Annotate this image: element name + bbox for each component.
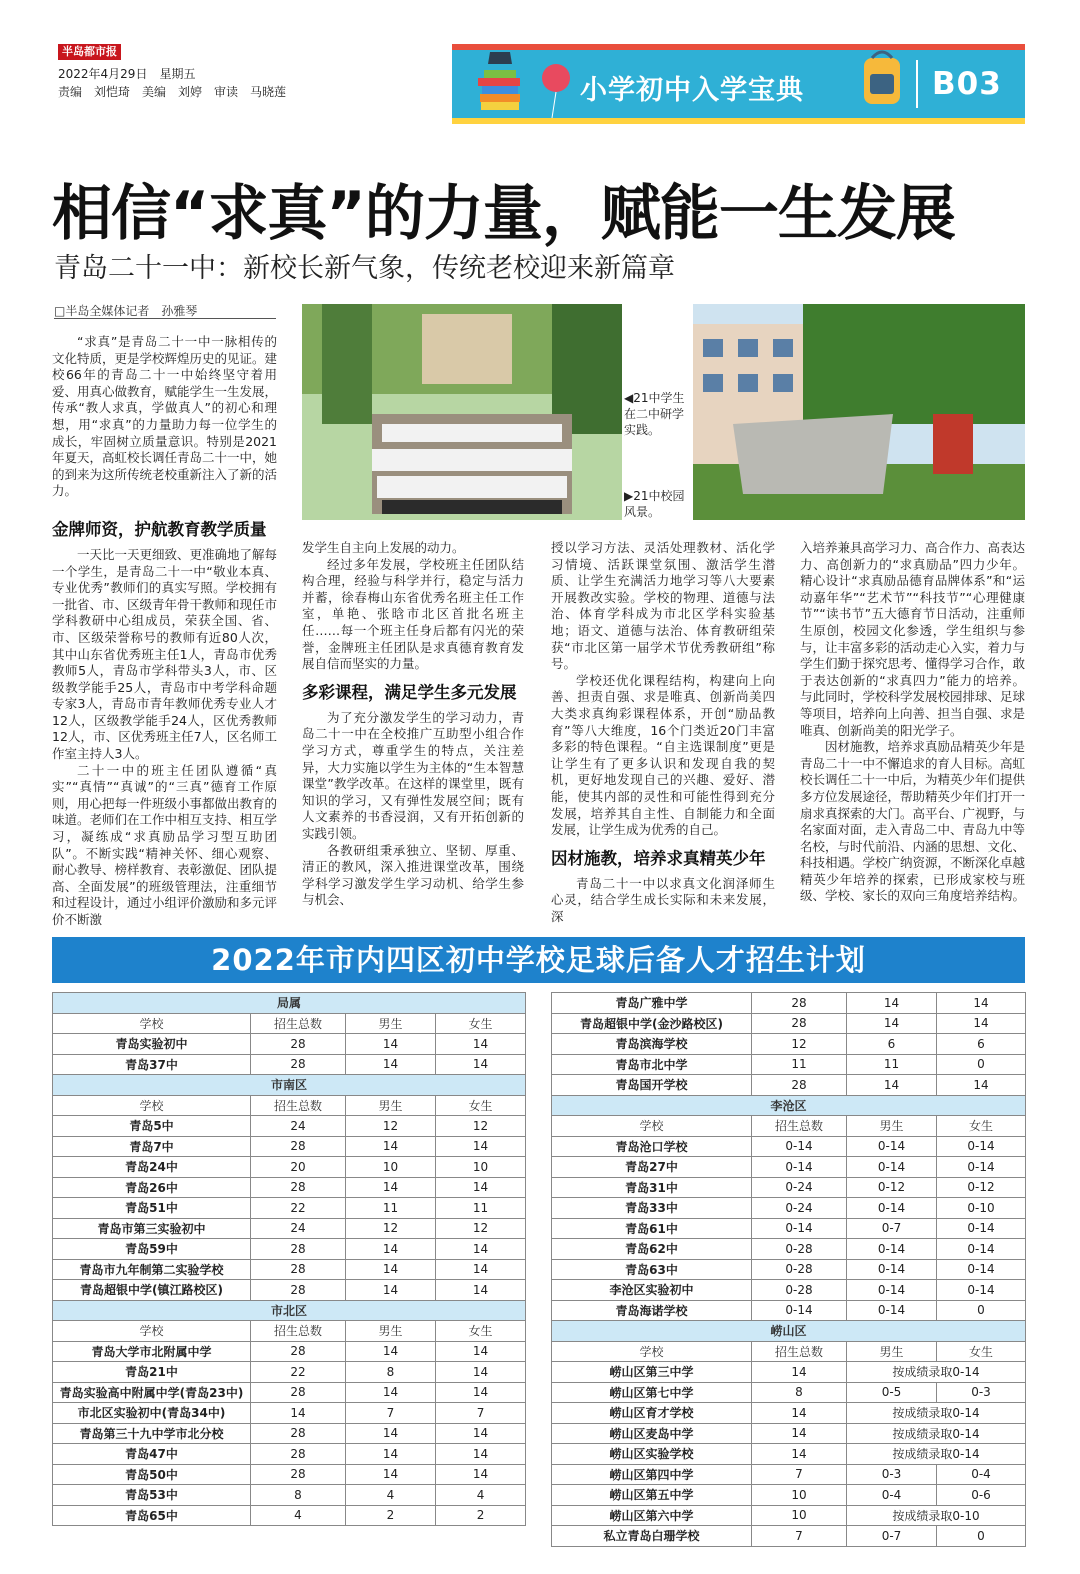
table-cell: 20 <box>251 1157 346 1178</box>
table-row <box>552 1013 1026 1034</box>
table-cell: 按成绩录取0-10 <box>847 1505 1026 1526</box>
table-row <box>552 1259 1026 1280</box>
table-cell: 按成绩录取0-14 <box>847 1444 1026 1465</box>
table-cell: 崂山区第六中学 <box>552 1505 752 1526</box>
table-cell: 4 <box>436 1485 526 1506</box>
table-cell: 青岛5中 <box>53 1116 251 1137</box>
paragraph: 学校还优化课程结构，构建向上向善、担责自强、求是唯真、创新尚美四大类求真绚彩课程体系，开创“励品教育”等八大维度，16个门类近20门丰富多彩的特色课程。“自主选课制度”更是让学生有了更多认识和发现自我的契机，更好地发现自己的兴趣、爱好、潜能，使其内部的灵性和可能性得到充分发展，培养其自主性、自制能力和全面发展，让学生成为优秀的自己。 <box>551 672 775 838</box>
paragraph: 授以学习方法、灵活处理教材、活化学习情境、活跃课堂氛围、激活学生潜质、让学生充满活力地学习等八大要素开展教改实验。学校的物理、道德与法治、体育学科成为市北区学科实验基地；语文、道德与法治、体育教研组荣获“市北区第一届学术节优秀教研组”称号。 <box>551 540 775 672</box>
table-cell: 14 <box>436 1280 526 1301</box>
district-header-row <box>53 993 526 1014</box>
table-cell: 0-14 <box>937 1259 1026 1280</box>
table-cell: 崂山区第三中学 <box>552 1362 752 1383</box>
paragraph: 为了充分激发学生的学习动力，青岛二十一中在全校推广互助型小组合作学习方式，尊重学生的特点，关注差异，大力实施以学生为主体的“生本智慧课堂”教学改革。在这样的课堂里，既有知识的学习，又有弹性发展空间；既有人文素养的书香浸润，又有开拓创新的实践引领。 <box>302 709 524 841</box>
table-row <box>552 1075 1026 1096</box>
table-row <box>53 1054 526 1075</box>
table-cell: 青岛24中 <box>53 1157 251 1178</box>
table-cell: 14 <box>937 1075 1026 1096</box>
table-cell: 0-14 <box>752 1300 847 1321</box>
table-row <box>53 1198 526 1219</box>
table-cell: 14 <box>847 1075 937 1096</box>
article-column-1 <box>52 334 277 929</box>
table-cell: 崂山区第七中学 <box>552 1382 752 1403</box>
table-cell: 24 <box>251 1218 346 1239</box>
table-cell: 0-14 <box>847 1259 937 1280</box>
table-cell: 14 <box>346 1341 436 1362</box>
table-cell: 2 <box>346 1505 436 1526</box>
table-cell: 10 <box>752 1505 847 1526</box>
table-cell: 0-12 <box>937 1177 1026 1198</box>
table-row <box>552 1526 1026 1547</box>
paragraph: 各教研组秉承独立、坚韧、厚重、清正的教风，深入推进课堂改革，围绕学科学习激发学生学习动机、给学生参与机会、 <box>302 842 524 908</box>
table-row <box>552 1218 1026 1239</box>
table-row <box>53 1464 526 1485</box>
table-cell: 28 <box>251 1423 346 1444</box>
column-header: 学校 <box>53 1321 251 1342</box>
table-cell: 14 <box>847 1013 937 1034</box>
table-cell: 青岛33中 <box>552 1198 752 1219</box>
table-cell: 22 <box>251 1362 346 1383</box>
table-row <box>552 1362 1026 1383</box>
table-cell: 青岛实验初中 <box>53 1034 251 1055</box>
table-cell: 14 <box>346 1423 436 1444</box>
table-cell: 0-12 <box>847 1177 937 1198</box>
table-cell: 0-4 <box>937 1464 1026 1485</box>
table-row <box>552 1444 1026 1465</box>
paragraph: 一天比一天更细致、更准确地了解每一个学生，是青岛二十一中“敬业本真、专业优秀”教师们的真实写照。学校拥有一批省、市、区级青年骨干教师和现任市学科教研中心组成员，荣获全国、省、市、区级荣誉称号的教师有近80人次，其中山东省优秀班主任1人，青岛市优秀教师5人，青岛市学科带头3人，市、区级教学能手25人，青岛市中考学科命题专家3人，青岛市青年教师优秀专业人才12人，区级教学能手24人，区优秀教师12人，市、区优秀班主任7人，区名师工作室主持人3人。 <box>52 546 278 762</box>
table-cell: 28 <box>251 1341 346 1362</box>
table-cell: 青岛53中 <box>53 1485 251 1506</box>
paragraph: 发学生自主向上发展的动力。 <box>302 540 465 555</box>
table-cell: 11 <box>346 1198 436 1219</box>
paragraph: 经过多年发展，学校班主任团队结构合理，经验与科学并行，稳定与活力并蓄，徐春梅山东省优秀名班主任工作室，单艳、张晗市北区首批名班主任……每一个班主任身后都有闪光的荣誉，金牌班主任团队是求真德育教育发展自信而坚实的力量。 <box>302 556 524 672</box>
table-row <box>53 1259 526 1280</box>
district-name: 崂山区 <box>552 1321 1026 1342</box>
column-header-row <box>53 1013 526 1034</box>
table-cell: 14 <box>346 1464 436 1485</box>
table-row <box>53 1136 526 1157</box>
table-row <box>53 1177 526 1198</box>
table-cell: 崂山区第五中学 <box>552 1485 752 1506</box>
table-row <box>53 1382 526 1403</box>
byline-rule <box>54 318 276 319</box>
table-cell: 6 <box>847 1034 937 1055</box>
table-row <box>53 1403 526 1424</box>
table-row <box>552 1239 1026 1260</box>
table-cell: 22 <box>251 1198 346 1219</box>
table-cell: 4 <box>251 1505 346 1526</box>
table-cell: 青岛超银中学(镇江路校区) <box>53 1280 251 1301</box>
table-cell: 青岛沧口学校 <box>552 1136 752 1157</box>
table-cell: 崂山区育才学校 <box>552 1403 752 1424</box>
campus-photo-image <box>693 304 1025 520</box>
table-cell: 28 <box>251 1382 346 1403</box>
table-cell: 0-14 <box>847 1280 937 1301</box>
enrollment-table-left <box>52 992 526 1526</box>
table-cell: 0-14 <box>752 1136 847 1157</box>
table-cell: 12 <box>436 1218 526 1239</box>
table-cell: 28 <box>752 993 847 1014</box>
table-cell: 10 <box>436 1157 526 1178</box>
table-cell: 青岛第三十九中学市北分校 <box>53 1423 251 1444</box>
table-cell: 12 <box>752 1034 847 1055</box>
table-row <box>552 1423 1026 1444</box>
byline: □半岛全媒体记者 孙雅琴 <box>54 304 198 318</box>
table-cell: 14 <box>937 1013 1026 1034</box>
column-header-row <box>552 1116 1026 1137</box>
headline: 相信“求真”的力量，赋能一生发展 <box>52 179 955 249</box>
table-cell: 0-3 <box>847 1464 937 1485</box>
column-header: 女生 <box>436 1013 526 1034</box>
table-cell: 0-14 <box>937 1239 1026 1260</box>
table-cell: 4 <box>346 1485 436 1506</box>
district-name: 市南区 <box>53 1075 526 1096</box>
district-name: 市北区 <box>53 1300 526 1321</box>
table-row <box>552 1136 1026 1157</box>
newspaper-logo: 半岛都市报 <box>58 44 121 60</box>
table-cell: 按成绩录取0-14 <box>847 1423 1026 1444</box>
table-cell: 青岛65中 <box>53 1505 251 1526</box>
table-cell: 青岛市九年制第二实验学校 <box>53 1259 251 1280</box>
table-cell: 0-7 <box>847 1526 937 1547</box>
table-cell: 10 <box>752 1485 847 1506</box>
table-cell: 0 <box>937 1526 1026 1547</box>
table-cell: 14 <box>346 1034 436 1055</box>
district-header-row <box>552 1321 1026 1342</box>
paragraph: 入培养兼具高学习力、高合作力、高表达力、高创新力的“求真励品”四力少年。精心设计“求真励品德育品牌体系”和“运动嘉年华”“艺术节”“科技节”“心理健康节”“读书节”五大德育节日活动，注重师生原创，校园文化参透，学生组织与参与，让丰富多彩的活动走心入实，着力与学生们勤于探究思考、懂得学习合作，敢于表达创新的“求真四力”能力的培养。与此同时，学校科学发展校园排球、足球等项目，培养向上向善、担当自强、求是唯真、创新尚美的阳光学子。 <box>800 540 1026 738</box>
table-cell: 14 <box>436 1259 526 1280</box>
table-cell: 28 <box>251 1054 346 1075</box>
column-header: 男生 <box>346 1095 436 1116</box>
article-column-2 <box>302 540 524 909</box>
table-cell: 14 <box>752 1403 847 1424</box>
table-row <box>53 1280 526 1301</box>
table-cell: 0-14 <box>847 1239 937 1260</box>
table-row <box>552 1198 1026 1219</box>
column-header-row <box>552 1341 1026 1362</box>
table-cell: 28 <box>251 1464 346 1485</box>
table-cell: 青岛海诺学校 <box>552 1300 752 1321</box>
table-cell: 14 <box>436 1136 526 1157</box>
table-cell: 14 <box>436 1444 526 1465</box>
table-cell: 14 <box>251 1403 346 1424</box>
table-cell: 0-4 <box>847 1485 937 1506</box>
article-column-3 <box>551 540 775 925</box>
paragraph: 因材施教，培养求真励品精英少年是青岛二十一中不懈追求的育人目标。高虹校长调任二十一中后，为精英少年们提供多方位发展途径，帮助精英少年们打开一扇求真探索的大门。高平台、广视野，与名家面对面，走入青岛二中、青岛九中等名校，与时代前沿、内涵的思想、文化、科技相遇。学校广纳资源，不断深化卓越精英少年培养的探索，已形成家校与班级、学校、家长的双向三角度培养结构。 <box>800 739 1026 904</box>
table-row <box>53 1485 526 1506</box>
table-cell: 10 <box>346 1157 436 1178</box>
table-cell: 青岛59中 <box>53 1239 251 1260</box>
table-row <box>53 1444 526 1465</box>
table-cell: 0-14 <box>937 1136 1026 1157</box>
enrollment-table-right <box>551 992 1026 1547</box>
table-cell: 11 <box>752 1054 847 1075</box>
intro-paragraph: “求真”是青岛二十一中一脉相传的文化特质，更是学校辉煌历史的见证。建校66年的青岛二十一中始终坚守着用爱、用真心做教育，赋能学生一生发展，传承“教人求真，学做真人”的初心和理想，用“求真”的力量助力每一位学生的成长，牢固树立质量意识。特别是2021年夏天，高虹校长调任青岛二十一中，她的到来为这所传统老校重新注入了新的活力。 <box>52 334 278 499</box>
district-header-row <box>53 1075 526 1096</box>
table-cell: 11 <box>847 1054 937 1075</box>
table-cell: 0-14 <box>937 1280 1026 1301</box>
table-cell: 青岛61中 <box>552 1218 752 1239</box>
table-cell: 28 <box>251 1280 346 1301</box>
table-cell: 0-6 <box>937 1485 1026 1506</box>
column-header: 男生 <box>847 1341 937 1362</box>
table-cell: 28 <box>752 1013 847 1034</box>
table-cell: 14 <box>436 1362 526 1383</box>
article-column-4 <box>800 540 1025 905</box>
table-cell: 青岛广雅中学 <box>552 993 752 1014</box>
table-cell: 青岛27中 <box>552 1157 752 1178</box>
table-cell: 12 <box>436 1116 526 1137</box>
table-cell: 14 <box>346 1280 436 1301</box>
column-header-row <box>53 1095 526 1116</box>
column-header: 男生 <box>346 1321 436 1342</box>
table-cell: 青岛50中 <box>53 1464 251 1485</box>
table-cell: 崂山区麦岛中学 <box>552 1423 752 1444</box>
table-cell: 0-14 <box>752 1218 847 1239</box>
column-header: 招生总数 <box>251 1013 346 1034</box>
column-header: 学校 <box>552 1116 752 1137</box>
table-title-bar: 2022年市内四区初中学校足球后备人才招生计划 <box>52 937 1025 983</box>
table-cell: 青岛63中 <box>552 1259 752 1280</box>
table-cell: 0-10 <box>937 1198 1026 1219</box>
table-cell: 14 <box>346 1136 436 1157</box>
district-header-row <box>552 1095 1026 1116</box>
table-cell: 14 <box>847 993 937 1014</box>
table-cell: 青岛超银中学(金沙路校区) <box>552 1013 752 1034</box>
table-cell: 0-14 <box>937 1157 1026 1178</box>
table-cell: 0-7 <box>847 1218 937 1239</box>
table-cell: 6 <box>937 1034 1026 1055</box>
subheadline: 青岛二十一中：新校长新气象，传统老校迎来新篇章 <box>54 253 675 284</box>
campus-scenery-photo <box>693 304 1025 520</box>
table-row <box>53 1116 526 1137</box>
column-header: 女生 <box>436 1095 526 1116</box>
table-row <box>53 1157 526 1178</box>
table-cell: 14 <box>346 1259 436 1280</box>
table-cell: 0-24 <box>752 1177 847 1198</box>
table-cell: 0 <box>937 1054 1026 1075</box>
column-header: 男生 <box>847 1116 937 1137</box>
table-row <box>53 1034 526 1055</box>
table-cell: 李沧区实验初中 <box>552 1280 752 1301</box>
column-header: 学校 <box>53 1095 251 1116</box>
table-cell: 青岛47中 <box>53 1444 251 1465</box>
table-cell: 8 <box>346 1362 436 1383</box>
table-cell: 青岛21中 <box>53 1362 251 1383</box>
table-cell: 青岛国开学校 <box>552 1075 752 1096</box>
table-cell: 8 <box>752 1382 847 1403</box>
table-cell: 青岛大学市北附属中学 <box>53 1341 251 1362</box>
table-cell: 0-28 <box>752 1239 847 1260</box>
district-name: 局属 <box>53 993 526 1014</box>
table-cell: 14 <box>346 1444 436 1465</box>
table-cell: 14 <box>752 1362 847 1383</box>
students-group-photo <box>302 304 622 520</box>
table-cell: 14 <box>436 1054 526 1075</box>
banner-divider <box>916 60 918 108</box>
table-cell: 14 <box>436 1382 526 1403</box>
table-cell: 0 <box>937 1300 1026 1321</box>
table-row <box>552 1280 1026 1301</box>
table-cell: 私立青岛白珊学校 <box>552 1526 752 1547</box>
table-cell: 0-28 <box>752 1280 847 1301</box>
column-header: 女生 <box>937 1341 1026 1362</box>
table-cell: 青岛26中 <box>53 1177 251 1198</box>
paragraph: 二十一中的班主任团队遵循“真实”“真情”“真诚”的“三真”德育工作原则，用心把每一件班级小事都做出教育的味道。老师们在工作中相互支持、相互学习，凝练成“求真励品学习型互助团队”。不断实践“精神关怀、细心观察、耐心教导、榜样教育、表彰激促、团队提高、全面发展”的班级管理法，注重细节和过程设计，通过小组评价激励和多元评价不断激 <box>52 762 278 927</box>
table-cell: 7 <box>752 1464 847 1485</box>
column-header: 女生 <box>436 1321 526 1342</box>
table-row <box>53 1239 526 1260</box>
table-row <box>552 1485 1026 1506</box>
photo-caption-campus: ▶21中校园风景。 <box>624 489 685 519</box>
table-cell: 12 <box>346 1116 436 1137</box>
table-cell: 28 <box>251 1259 346 1280</box>
column-header: 男生 <box>346 1013 436 1034</box>
table-cell: 14 <box>346 1382 436 1403</box>
table-cell: 14 <box>937 993 1026 1014</box>
editor-credits: 责编 刘恺琦 美编 刘婷 审读 马晓莲 <box>58 85 287 99</box>
table-row <box>552 1464 1026 1485</box>
table-row <box>552 1177 1026 1198</box>
table-cell: 14 <box>436 1341 526 1362</box>
table-cell: 崂山区第四中学 <box>552 1464 752 1485</box>
section-heading-teachers: 金牌师资，护航教育教学质量 <box>52 519 267 539</box>
column-header: 女生 <box>937 1116 1026 1137</box>
table-row <box>552 993 1026 1014</box>
section-banner <box>452 44 1025 124</box>
table-cell: 14 <box>752 1444 847 1465</box>
district-name: 李沧区 <box>552 1095 1026 1116</box>
column-header: 学校 <box>552 1341 752 1362</box>
section-heading-elite: 因材施教，培养求真精英少年 <box>551 848 766 868</box>
column-header: 招生总数 <box>251 1095 346 1116</box>
section-heading-courses: 多彩课程，满足学生多元发展 <box>302 682 517 702</box>
table-cell: 青岛实验高中附属中学(青岛23中) <box>53 1382 251 1403</box>
table-cell: 0-14 <box>752 1157 847 1178</box>
table-cell: 市北区实验初中(青岛34中) <box>53 1403 251 1424</box>
table-cell: 12 <box>346 1218 436 1239</box>
table-cell: 0-28 <box>752 1259 847 1280</box>
table-cell: 0-14 <box>847 1157 937 1178</box>
table-cell: 28 <box>251 1444 346 1465</box>
table-cell: 14 <box>436 1464 526 1485</box>
table-row <box>552 1300 1026 1321</box>
table-cell: 14 <box>346 1054 436 1075</box>
table-cell: 28 <box>752 1075 847 1096</box>
table-cell: 0-3 <box>937 1382 1026 1403</box>
issue-date: 2022年4月29日 星期五 <box>58 67 196 81</box>
paragraph: 青岛二十一中以求真文化润泽师生心灵，结合学生成长实际和未来发展，深 <box>551 875 775 924</box>
table-cell: 14 <box>436 1034 526 1055</box>
table-cell: 青岛7中 <box>53 1136 251 1157</box>
table-row <box>552 1382 1026 1403</box>
table-cell: 青岛37中 <box>53 1054 251 1075</box>
table-cell: 青岛51中 <box>53 1198 251 1219</box>
table-cell: 24 <box>251 1116 346 1137</box>
table-cell: 7 <box>346 1403 436 1424</box>
table-row <box>53 1505 526 1526</box>
table-row <box>53 1341 526 1362</box>
column-header-row <box>53 1321 526 1342</box>
table-cell: 0-14 <box>847 1300 937 1321</box>
table-cell: 14 <box>752 1423 847 1444</box>
table-row <box>552 1505 1026 1526</box>
table-cell: 28 <box>251 1136 346 1157</box>
table-cell: 2 <box>436 1505 526 1526</box>
table-cell: 0-5 <box>847 1382 937 1403</box>
table-cell: 按成绩录取0-14 <box>847 1403 1026 1424</box>
table-cell: 14 <box>436 1239 526 1260</box>
table-cell: 14 <box>346 1177 436 1198</box>
table-row <box>53 1362 526 1383</box>
table-cell: 青岛市第三实验初中 <box>53 1218 251 1239</box>
table-row <box>552 1403 1026 1424</box>
column-header: 招生总数 <box>752 1341 847 1362</box>
table-row <box>53 1218 526 1239</box>
table-cell: 崂山区实验学校 <box>552 1444 752 1465</box>
table-cell: 青岛31中 <box>552 1177 752 1198</box>
table-cell: 按成绩录取0-14 <box>847 1362 1026 1383</box>
table-cell: 0-14 <box>937 1218 1026 1239</box>
table-cell: 0-14 <box>847 1136 937 1157</box>
district-header-row <box>53 1300 526 1321</box>
table-row <box>552 1157 1026 1178</box>
table-cell: 7 <box>436 1403 526 1424</box>
table-cell: 14 <box>346 1239 436 1260</box>
photo-caption-students: ◀21中学生在二中研学实践。 <box>624 391 685 437</box>
table-cell: 青岛62中 <box>552 1239 752 1260</box>
column-header: 招生总数 <box>251 1321 346 1342</box>
table-row <box>552 1054 1026 1075</box>
table-cell: 0-24 <box>752 1198 847 1219</box>
table-cell: 7 <box>752 1526 847 1547</box>
table-cell: 14 <box>436 1177 526 1198</box>
table-cell: 青岛市北中学 <box>552 1054 752 1075</box>
table-cell: 0-14 <box>847 1198 937 1219</box>
table-cell: 青岛滨海学校 <box>552 1034 752 1055</box>
table-cell: 28 <box>251 1177 346 1198</box>
table-cell: 11 <box>436 1198 526 1219</box>
table-row <box>552 1034 1026 1055</box>
table-cell: 28 <box>251 1239 346 1260</box>
table-cell: 14 <box>436 1423 526 1444</box>
table-cell: 28 <box>251 1034 346 1055</box>
column-header: 招生总数 <box>752 1116 847 1137</box>
page-number: B03 <box>932 66 1002 102</box>
column-header: 学校 <box>53 1013 251 1034</box>
students-photo-image <box>302 304 622 520</box>
banner-title: 小学初中入学宝典 <box>580 75 804 106</box>
table-cell: 8 <box>251 1485 346 1506</box>
table-row <box>53 1423 526 1444</box>
